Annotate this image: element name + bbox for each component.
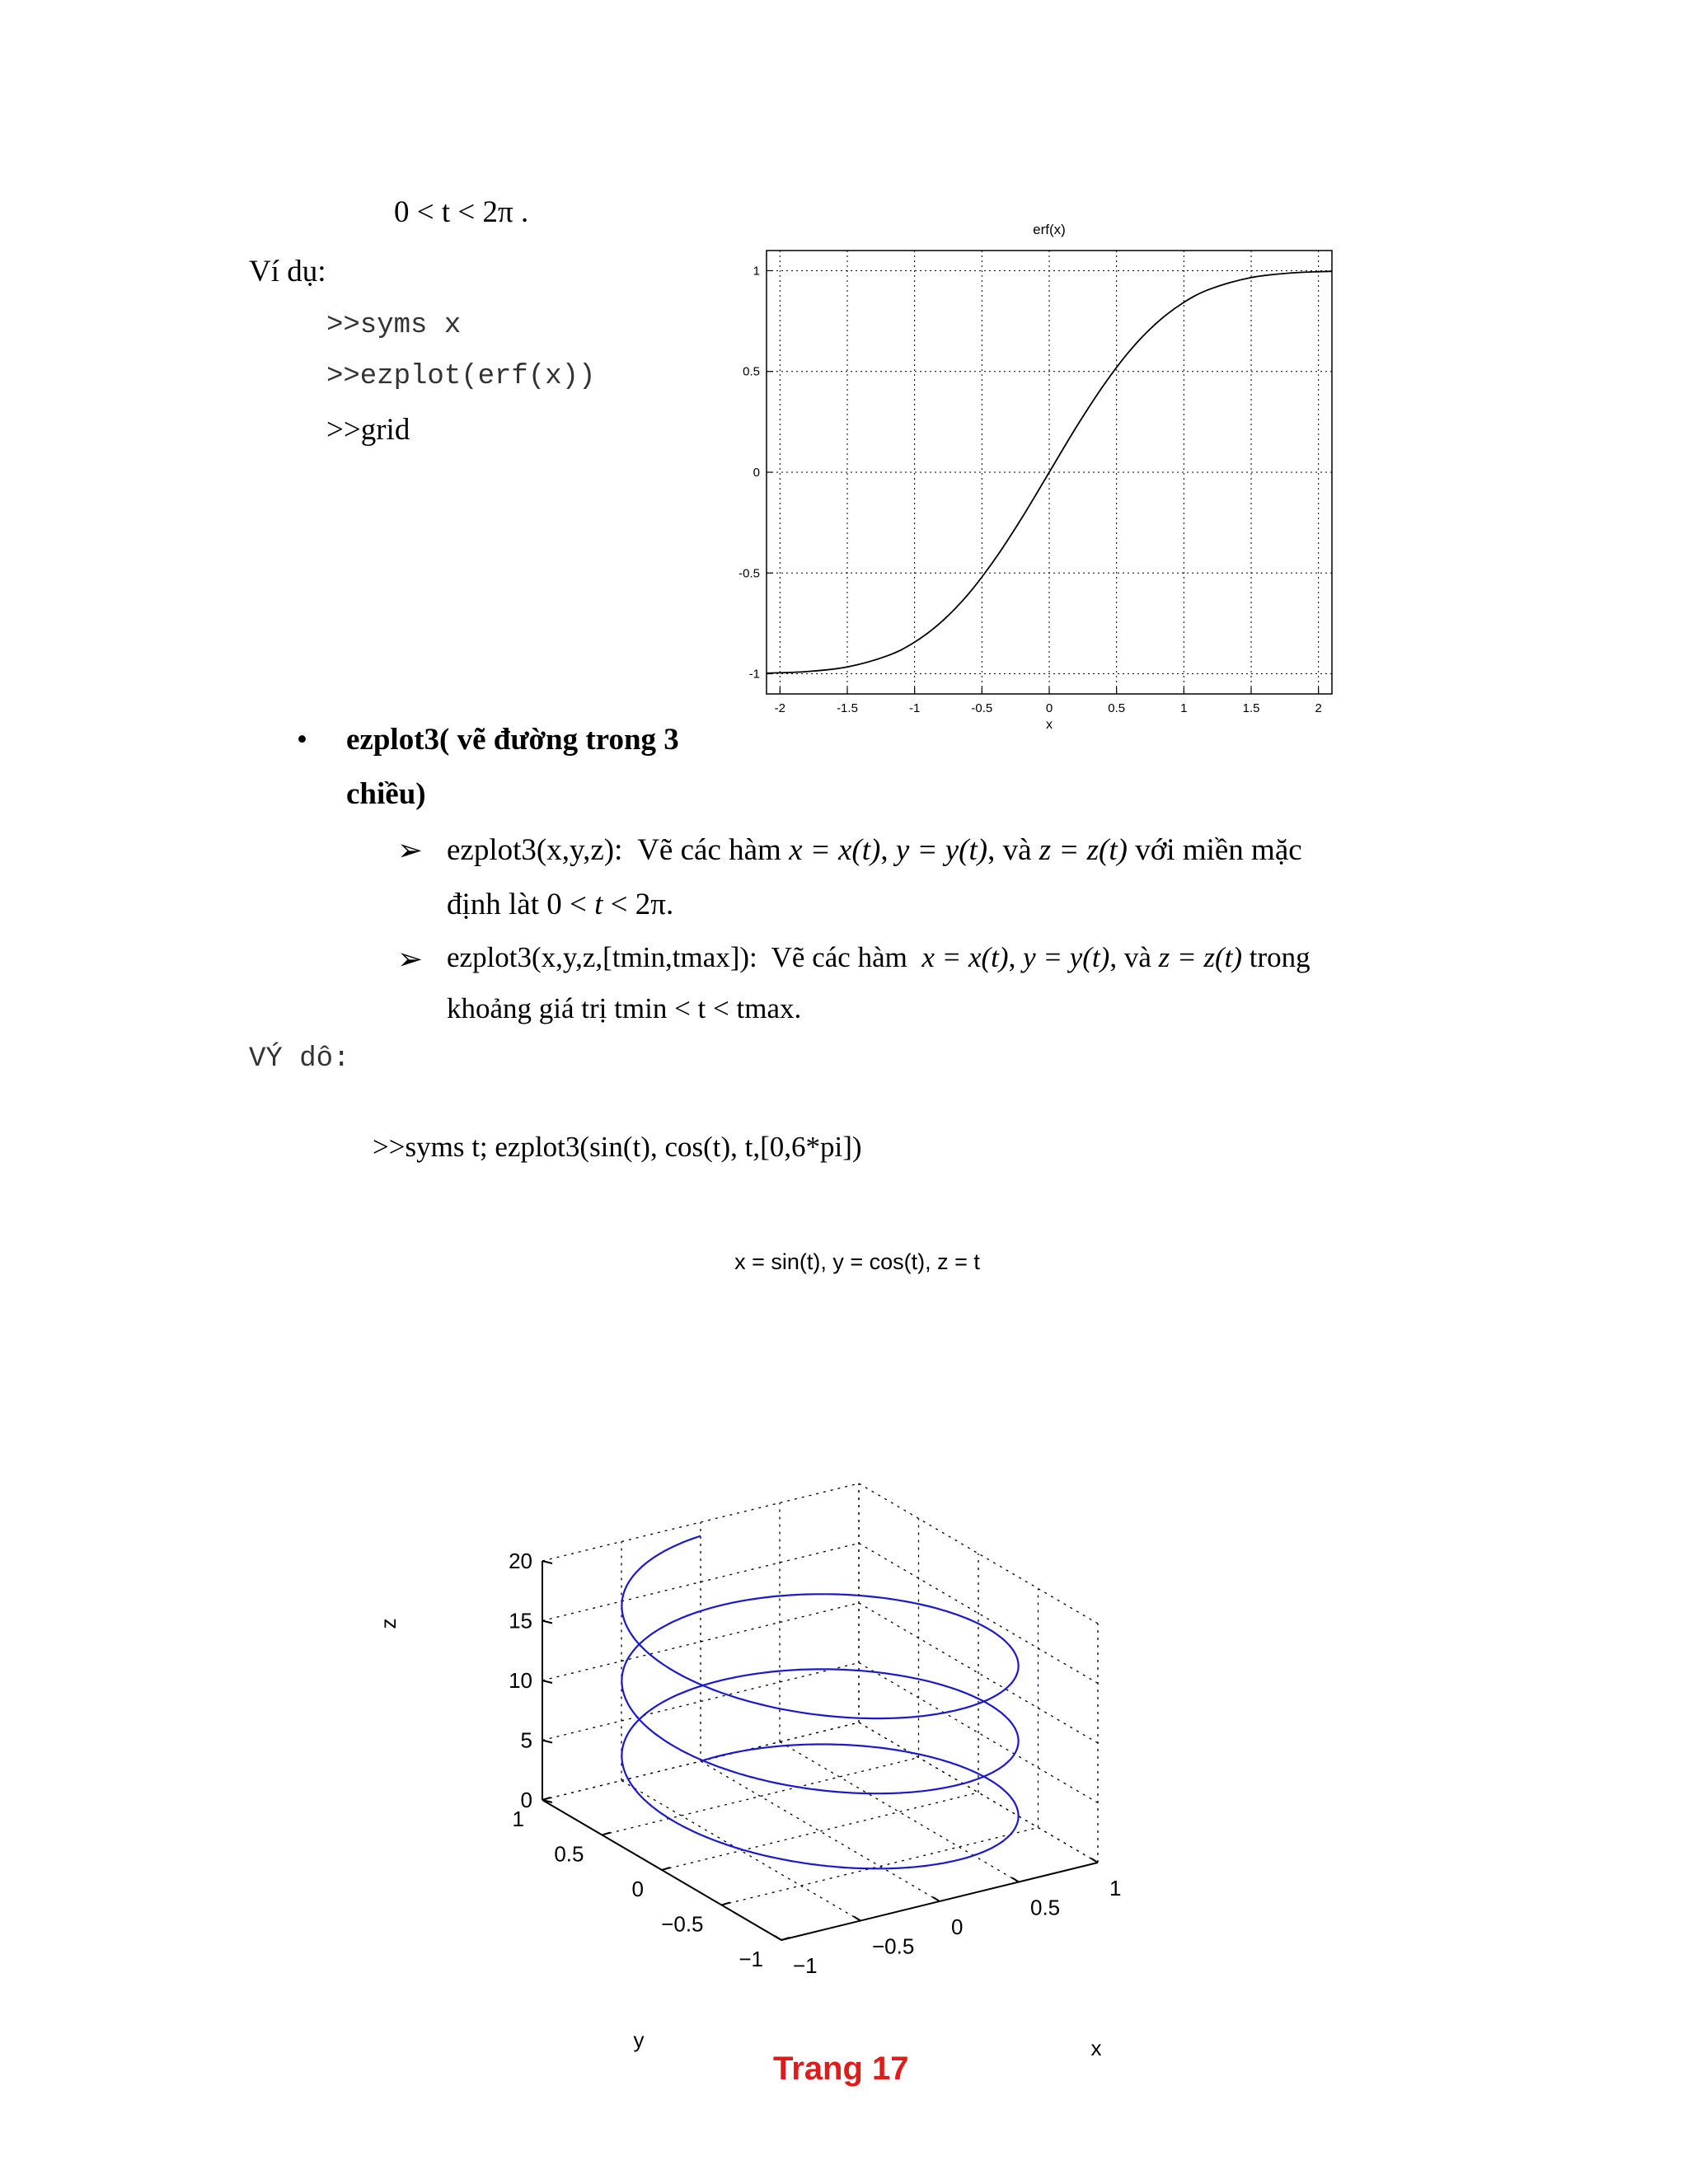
arrow-bullet-icon: ➢: [397, 834, 424, 868]
helix-back-grid: [542, 1483, 1098, 1940]
code-line-grid: >>grid: [326, 413, 410, 447]
helix-ytick-label: 1: [512, 1807, 524, 1831]
erf-ytick-label: 0.5: [743, 364, 760, 379]
sub2-va: , và: [1109, 941, 1151, 973]
sub1-eq-z: z = z(t): [1039, 833, 1128, 867]
helix-ytick: [662, 1868, 670, 1870]
example-heading: Ví dụ:: [249, 255, 326, 288]
helix-ztick-label: 5: [520, 1727, 532, 1753]
sub2-eq-x: x = x(t): [921, 941, 1009, 973]
helix-ytick: [542, 1797, 551, 1800]
sub-item-1-line-1: ezplot3(x,y,z): Vẽ các hàm x = x(t), y = y(t), và z = z(t) với miền mặc: [447, 833, 1302, 867]
sub1-line2-b: < 2π.: [610, 888, 674, 921]
erf-xtick-label: 1.5: [1242, 701, 1260, 715]
helix-ytick-label: −1: [738, 1947, 763, 1971]
example2-command: >>syms t; ezplot3(sin(t), cos(t), t,[0,6*pi]): [373, 1131, 862, 1163]
erf-xtick-label: -2: [774, 701, 786, 715]
sub1-eq-x: x = x(t): [789, 833, 881, 867]
sub1-text-b: với miền mặc: [1135, 833, 1302, 867]
helix-ztick-label: 15: [509, 1608, 532, 1633]
helix-floor-grid-line: [701, 1761, 940, 1901]
sub1-code: ezplot3(x,y,z):: [447, 833, 623, 867]
helix-axes: [509, 1549, 1121, 1978]
erf-ytick-label: 1: [753, 264, 760, 279]
erf-xtick-label: 0: [1045, 701, 1053, 715]
helix-floor-grid-line: [780, 1742, 1019, 1882]
helix-ylabel: y: [633, 2027, 645, 2052]
sub-item-2-line-1: ezplot3(x,y,z,[tmin,tmax]): Vẽ các hàm x = x(t), y = y(t), và z = z(t) trong: [447, 941, 1311, 973]
sub2-eq-z: z = z(t): [1158, 941, 1243, 973]
helix-xtick-label: −0.5: [872, 1933, 915, 1959]
page-number: Trang 17: [773, 2050, 909, 2087]
helix-floor-grid-line: [662, 1793, 978, 1870]
erf-xtick-label: 2: [1315, 701, 1322, 715]
helix-ztick-label: 0: [520, 1788, 532, 1812]
helix-ztick: [542, 1561, 552, 1563]
code-line-ezplot: >>ezplot(erf(x)): [326, 361, 596, 392]
helix-ztick: [542, 1741, 552, 1743]
helix-xtick: [1091, 1858, 1098, 1863]
erf-ytick-label: -0.5: [738, 566, 760, 581]
sub2-eq-y: y = y(t): [1023, 941, 1110, 973]
helix-xtick: [854, 1917, 860, 1921]
helix-chart-title: x = sin(t), y = cos(t), z = t: [734, 1249, 980, 1274]
helix-floor-grid-line: [621, 1781, 860, 1921]
helix-ytick: [722, 1903, 730, 1905]
helix-ztick: [542, 1680, 552, 1683]
helix-zlabel: z: [376, 1618, 401, 1629]
helix-xtick-label: −1: [793, 1953, 818, 1978]
helix-floor-grid-line: [722, 1828, 1039, 1905]
erf-ytick-label: -1: [748, 667, 760, 682]
helix-xtick-label: 0: [951, 1915, 964, 1939]
sub-item-1-line-2: [447, 887, 673, 922]
helix-ytick-label: 0.5: [554, 1841, 584, 1867]
sub1-va: , và: [987, 833, 1032, 867]
code-line-syms: >>syms x: [326, 310, 462, 341]
helix-xtick: [775, 1936, 781, 1940]
sub2-text-a: Vẽ các hàm: [771, 941, 907, 973]
sub1-text-a: Vẽ các hàm: [637, 833, 781, 867]
helix-ytick-label: −0.5: [661, 1911, 704, 1937]
bullet-dot: •: [297, 723, 307, 757]
bullet-line-1: ezplot3( vẽ đường trong 3: [346, 723, 679, 757]
helix-ztick-label: 10: [509, 1668, 532, 1693]
erf-xtick-label: -1.5: [837, 701, 858, 715]
sub2-code: ezplot3(x,y,z,[tmin,tmax]):: [447, 941, 757, 973]
helix-xtick: [933, 1897, 940, 1901]
example2-heading: VÝ dô:: [249, 1043, 350, 1075]
sub1-eq-y: y = y(t): [895, 833, 988, 867]
erf-ticks: [738, 264, 1322, 715]
sub1-line2-a: định làt 0 <: [447, 888, 587, 921]
erf-chart-title: erf(x): [1033, 222, 1066, 237]
helix-xlabel: x: [1090, 2036, 1102, 2060]
helix-ytick: [603, 1833, 611, 1835]
arrow-bullet-icon: ➢: [397, 943, 424, 977]
bullet-line-2: chiều): [346, 777, 426, 811]
helix-xtick: [1012, 1878, 1019, 1882]
erf-xtick-label: 1: [1180, 701, 1188, 715]
helix-ztick-label: 20: [509, 1549, 532, 1573]
erf-xtick-label: -0.5: [971, 701, 993, 715]
helix-xtick-label: 0.5: [1030, 1895, 1061, 1920]
helix-ytick-label: 0: [631, 1877, 644, 1901]
helix-chart: [363, 1228, 1451, 2093]
helix-ztick: [542, 1621, 552, 1624]
helix-curve: [621, 1536, 1018, 1869]
erf-chart: [725, 216, 1352, 743]
erf-xtick-label: -1: [908, 701, 921, 715]
erf-xtick-label: 0.5: [1108, 701, 1126, 715]
sub-item-2-line-2: khoảng giá trị tmin < t < tmax.: [447, 992, 802, 1024]
sub1-line2-t: t: [594, 888, 603, 921]
helix-xtick-label: 1: [1109, 1876, 1122, 1900]
range-text: 0 < t < 2π .: [394, 195, 529, 229]
erf-ytick-label: 0: [753, 466, 760, 480]
erf-xlabel: x: [1046, 718, 1053, 732]
sub2-text-b: trong: [1249, 941, 1311, 973]
